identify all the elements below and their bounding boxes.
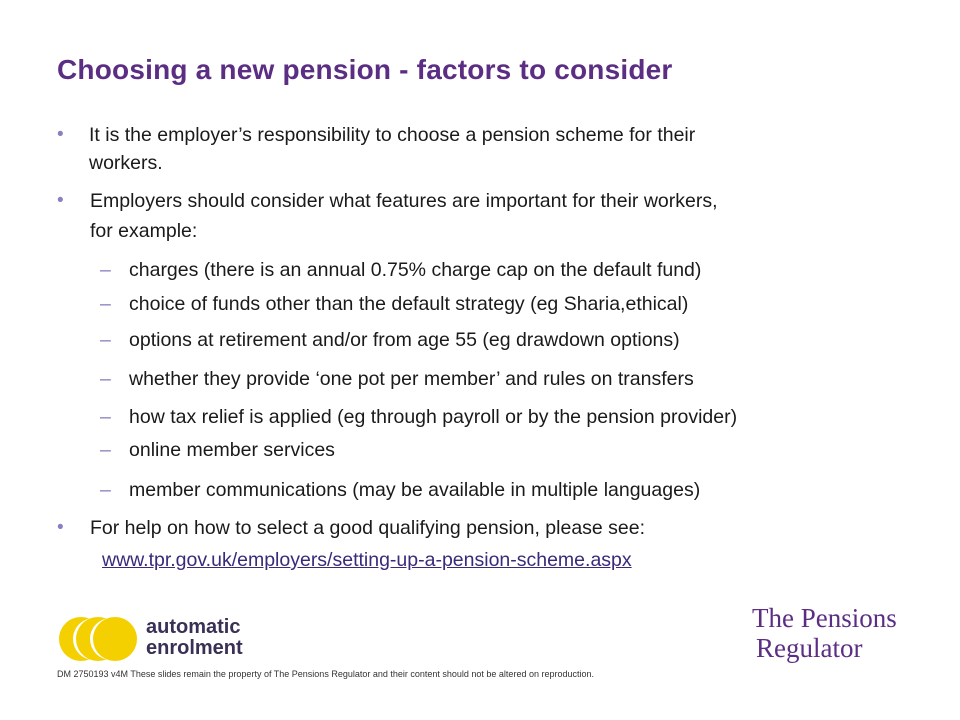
sub-item-text: online member services xyxy=(129,439,335,461)
bullet-text-line: workers. xyxy=(89,152,163,174)
sub-item-text: how tax relief is applied (eg through payroll or by the pension provider) xyxy=(129,406,738,428)
sub-marker: – xyxy=(100,479,111,501)
sub-marker: – xyxy=(100,439,111,461)
ae-word-2: enrolment xyxy=(146,637,243,659)
footer-disclaimer: DM 2750193 v4M These slides remain the property of The Pensions Regulator and their content should not be altered on reproduction. xyxy=(57,669,594,679)
tpr-logo-line1: The Pensions xyxy=(752,603,897,633)
bullet-employer-responsibility xyxy=(57,121,917,181)
pensions-regulator-logo xyxy=(752,603,897,663)
bullet-marker: • xyxy=(57,124,64,145)
automatic-enrolment-wordmark xyxy=(146,617,243,659)
sub-item-text: choice of funds other than the default strategy (eg Sharia,ethical) xyxy=(129,293,689,315)
ae-ring-3 xyxy=(93,617,137,661)
bullet-text-line: Employers should consider what features are important for their workers, xyxy=(90,190,718,212)
sub-item-text: whether they provide ‘one pot per member’ and rules on transfers xyxy=(129,368,694,390)
sub-marker: – xyxy=(100,293,111,315)
tpr-guidance-link[interactable]: www.tpr.gov.uk/employers/setting-up-a-pension-scheme.aspx xyxy=(102,549,632,571)
sub-item-text: member communications (may be available in multiple languages) xyxy=(129,479,701,501)
sub-marker: – xyxy=(100,329,111,351)
bullet-text-line: For help on how to select a good qualifying pension, please see: xyxy=(90,517,646,539)
bullet-text-line: for example: xyxy=(90,220,198,242)
sub-marker: – xyxy=(100,406,111,428)
bullet-consider-features xyxy=(57,187,917,247)
sub-marker: – xyxy=(100,368,111,390)
bullet-marker: • xyxy=(57,190,64,211)
sub-item-text: options at retirement and/or from age 55 (eg drawdown options) xyxy=(129,329,680,351)
sub-item-text: charges (there is an annual 0.75% charge cap on the default fund) xyxy=(129,259,702,281)
bullet-marker: • xyxy=(57,517,64,538)
ae-word-1: automatic xyxy=(146,616,241,638)
bullet-text-line: It is the employer’s responsibility to choose a pension scheme for their xyxy=(89,124,696,146)
sub-marker: – xyxy=(100,259,111,281)
slide-title: Choosing a new pension - factors to consider xyxy=(57,54,673,85)
tpr-logo-line2: Regulator xyxy=(756,633,863,663)
